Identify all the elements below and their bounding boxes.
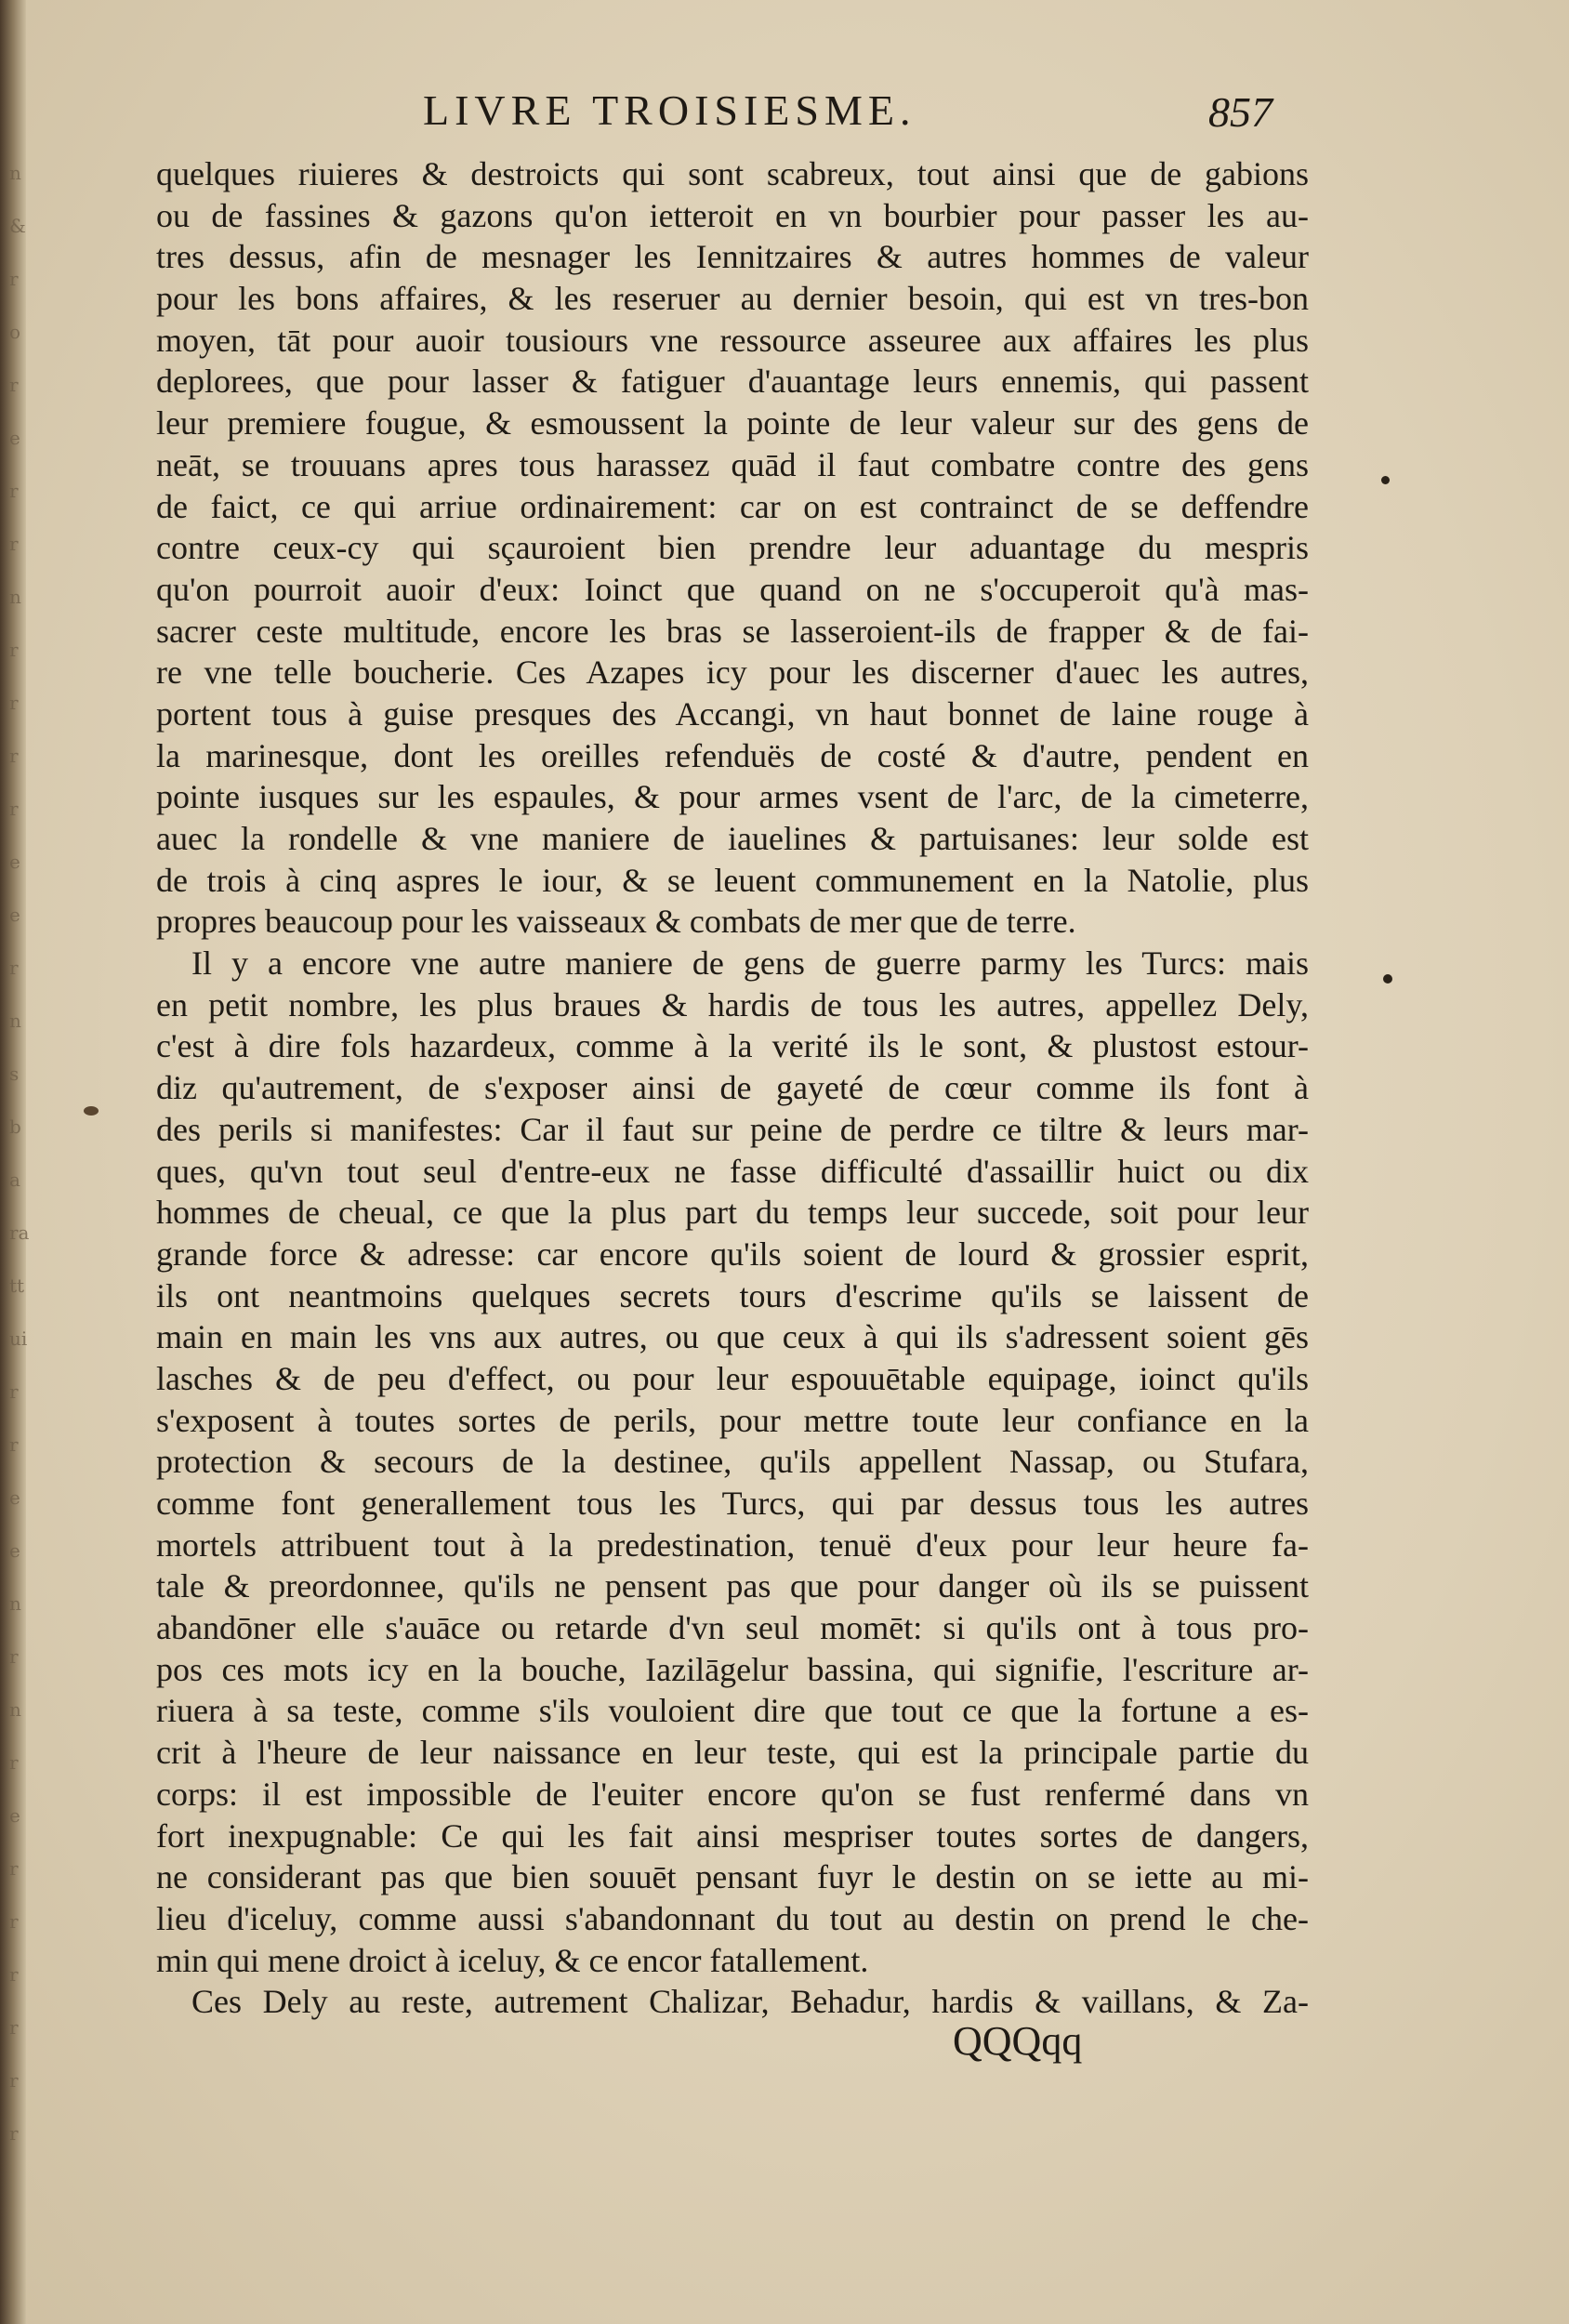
bleed-fragment: e [9, 852, 20, 872]
bleed-fragment: o [9, 322, 21, 342]
text-line: diz qu'autrement, de s'exposer ainsi de gayeté de cœur comme ils font à [156, 1069, 1309, 1107]
text-line: lasches & de peu d'effect, ou pour leur espouuētable equipage, ioinct qu'ils [156, 1359, 1309, 1397]
text-line: Il y a encore vne autre maniere de gens de guerre parmy les Turcs: mais [191, 944, 1309, 983]
text-line: min qui mene droict à iceluy, & ce encor fatallement. [156, 1941, 869, 1979]
text-line: corps: il est impossible de l'euiter encore qu'on se fust renfermé dans vn [156, 1775, 1309, 1813]
text-line: ils ont neantmoins quelques secrets tours d'escrime qu'ils se laissent de [156, 1276, 1309, 1314]
bleed-fragment: r [9, 799, 19, 819]
bleed-fragment: r [9, 375, 19, 395]
bleed-fragment: b [9, 1116, 21, 1137]
bleed-fragment: r [9, 1752, 19, 1773]
text-line: en petit nombre, les plus braues & hardis de tous les autres, appellez Dely, [156, 985, 1309, 1023]
bleed-fragment: e [9, 905, 20, 925]
text-line: riuera à sa teste, comme s'ils vouloient dire que tout ce que la fortune a es- [156, 1692, 1309, 1730]
bleed-fragment: r [9, 1858, 19, 1879]
text-line: auec la rondelle & vne maniere de iauelines & partuisanes: leur solde est [156, 820, 1309, 857]
text-line: grande force & adresse: car encore qu'ils soient de lourd & grossier esprit, [156, 1235, 1309, 1273]
text-line: ou de fassines & gazons qu'on ietteroit en vn bourbier pour passer les au- [156, 196, 1309, 234]
text-line: hommes de cheual, ce que la plus part du temps leur succede, soit pour leur [156, 1194, 1309, 1232]
bleed-fragment: n [9, 1699, 21, 1720]
bleed-fragment: r [9, 1434, 19, 1455]
text-line: lieu d'iceluy, comme aussi s'abandonnant du tout au destin on prend le che- [156, 1899, 1309, 1937]
text-line: tale & preordonnee, qu'ils ne pensent pas que pour danger où ils se puissent [156, 1567, 1309, 1605]
text-line: deplorees, que pour lasser & fatiguer d'auantage leurs ennemis, qui passent [156, 363, 1309, 401]
bleed-fragment: r [9, 746, 19, 766]
signature-mark: QQQqq [953, 2018, 1083, 2064]
text-line: Ces Dely au reste, autrement Chalizar, Behadur, hardis & vaillans, & Za- [191, 1983, 1309, 2021]
text-line: neāt, se trouuans apres tous harassez quād il faut combatre contre des gens [156, 445, 1309, 483]
running-title: LIVRE TROISIESME. [423, 86, 916, 134]
text-line: ques, qu'vn tout seul d'entre-eux ne fasse difficulté d'assaillir huict ou dix [156, 1152, 1309, 1190]
text-line: c'est à dire fols hazardeux, comme à la verité ils le sont, & plustost estour- [156, 1027, 1309, 1065]
text-line: de faict, ce qui arriue ordinairement: car on est contrainct de se deffendre [156, 487, 1309, 525]
bleed-fragment: r [9, 2123, 19, 2144]
text-line: des perils si manifestes: Car il faut sur peine de perdre ce tiltre & leurs mar- [156, 1110, 1309, 1148]
bleed-fragment: r [9, 1911, 19, 1932]
text-line: portent tous à guise presques des Accangi, vn haut bonnet de laine rouge à [156, 694, 1309, 733]
bleed-fragment: r [9, 640, 19, 660]
text-line: quelques riuieres & destroicts qui sont scabreux, tout ainsi que de gabions [156, 155, 1309, 192]
text-line: protection & secours de la destinee, qu'ils appellent Nassap, ou Stufara, [156, 1443, 1309, 1481]
bleed-fragment: e [9, 1540, 20, 1561]
bleed-fragment: r [9, 1381, 19, 1402]
text-line: pour les bons affaires, & les reseruer au dernier besoin, qui est vn tres-bon [156, 280, 1309, 318]
text-line: de trois à cinq aspres le iour, & se leuent communement en la Natolie, plus [156, 861, 1309, 899]
text-line: abandōner elle s'auāce ou retarde d'vn seul momēt: si qu'ils ont à tous pro- [156, 1609, 1309, 1647]
bleed-fragment: r [9, 2070, 19, 2091]
bleed-fragment: & [9, 216, 26, 236]
bleed-fragment: r [9, 2017, 19, 2038]
text-line: pointe iusques sur les espaules, & pour armes vsent de l'arc, de la cimeterre, [156, 778, 1309, 816]
text-line: moyen, tāt pour auoir tousiours vne ressource asseuree aux affaires les plus [156, 321, 1309, 359]
text-line: qu'on pourroit auoir d'eux: Ioinct que quand on ne s'occuperoit qu'à mas- [156, 570, 1309, 608]
bleed-fragment: e [9, 1805, 20, 1826]
text-line: ne considerant pas que bien souuēt pensant fuyr le destin on se iette au mi- [156, 1858, 1309, 1896]
ink-spot [84, 1106, 99, 1116]
body-text [156, 153, 1309, 2023]
bleed-fragment: n [9, 1593, 21, 1614]
text-line: comme font generallement tous les Turcs, qui par dessus tous les autres [156, 1485, 1309, 1522]
text-line: propres beaucoup pour les vaisseaux & combats de mer que de terre. [156, 903, 1076, 941]
bleed-fragment: r [9, 269, 19, 289]
text-line: sacrer ceste multitude, encore les bras se lasseroient-ils de frapper & de fai- [156, 612, 1309, 650]
bleed-fragment: e [9, 1487, 20, 1508]
text-line: contre ceux-cy qui sçauroient bien prendre leur aduantage du mespris [156, 529, 1309, 567]
text-line: mortels attribuent tout à la predestination, tenuë d'eux pour leur heure fa- [156, 1525, 1309, 1564]
text-line: pos ces mots icy en la bouche, Iazilāgelur bassina, qui signifie, l'escriture ar- [156, 1650, 1309, 1688]
bleed-fragment: a [9, 1169, 20, 1190]
bleed-fragment: r [9, 534, 19, 554]
bleed-fragment: r [9, 693, 19, 713]
text-line: s'exposent à toutes sortes de perils, pour mettre toute leur confiance en la [156, 1401, 1309, 1439]
ink-spot [1383, 974, 1392, 984]
bleed-fragment: ui [9, 1328, 28, 1349]
text-line: tres dessus, afin de mesnager les Iennitzaires & autres hommes de valeur [156, 238, 1309, 276]
bleed-fragment: ra [9, 1222, 30, 1243]
page-number: 857 [1208, 88, 1272, 136]
bleed-fragment: n [9, 587, 21, 607]
bleed-fragment: tt [9, 1275, 25, 1296]
text-line: leur premiere fougue, & esmoussent la pointe de leur valeur sur des gens de [156, 404, 1309, 442]
bleed-fragment: e [9, 428, 20, 448]
bleed-fragment: n [9, 1010, 21, 1031]
ink-spot [1381, 476, 1390, 484]
bleed-fragment: r [9, 1646, 19, 1667]
text-line: main en main les vns aux autres, ou que ceux à qui ils s'adressent soient gēs [156, 1318, 1309, 1356]
text-line: crit à l'heure de leur naissance en leur teste, qui est la principale partie du [156, 1734, 1309, 1772]
bleed-fragment: s [9, 1063, 20, 1084]
bleed-fragment: r [9, 1964, 19, 1985]
text-line: fort inexpugnable: Ce qui les fait ainsi mespriser toutes sortes de dangers, [156, 1816, 1309, 1855]
text-line: re vne telle boucherie. Ces Azapes icy pour les discerner d'auec les autres, [156, 654, 1309, 692]
bleed-fragment: n [9, 163, 21, 183]
bleed-fragment: r [9, 957, 19, 978]
bleed-fragment: r [9, 481, 19, 501]
text-line: la marinesque, dont les oreilles refenduës de costé & d'autre, pendent en [156, 736, 1309, 774]
